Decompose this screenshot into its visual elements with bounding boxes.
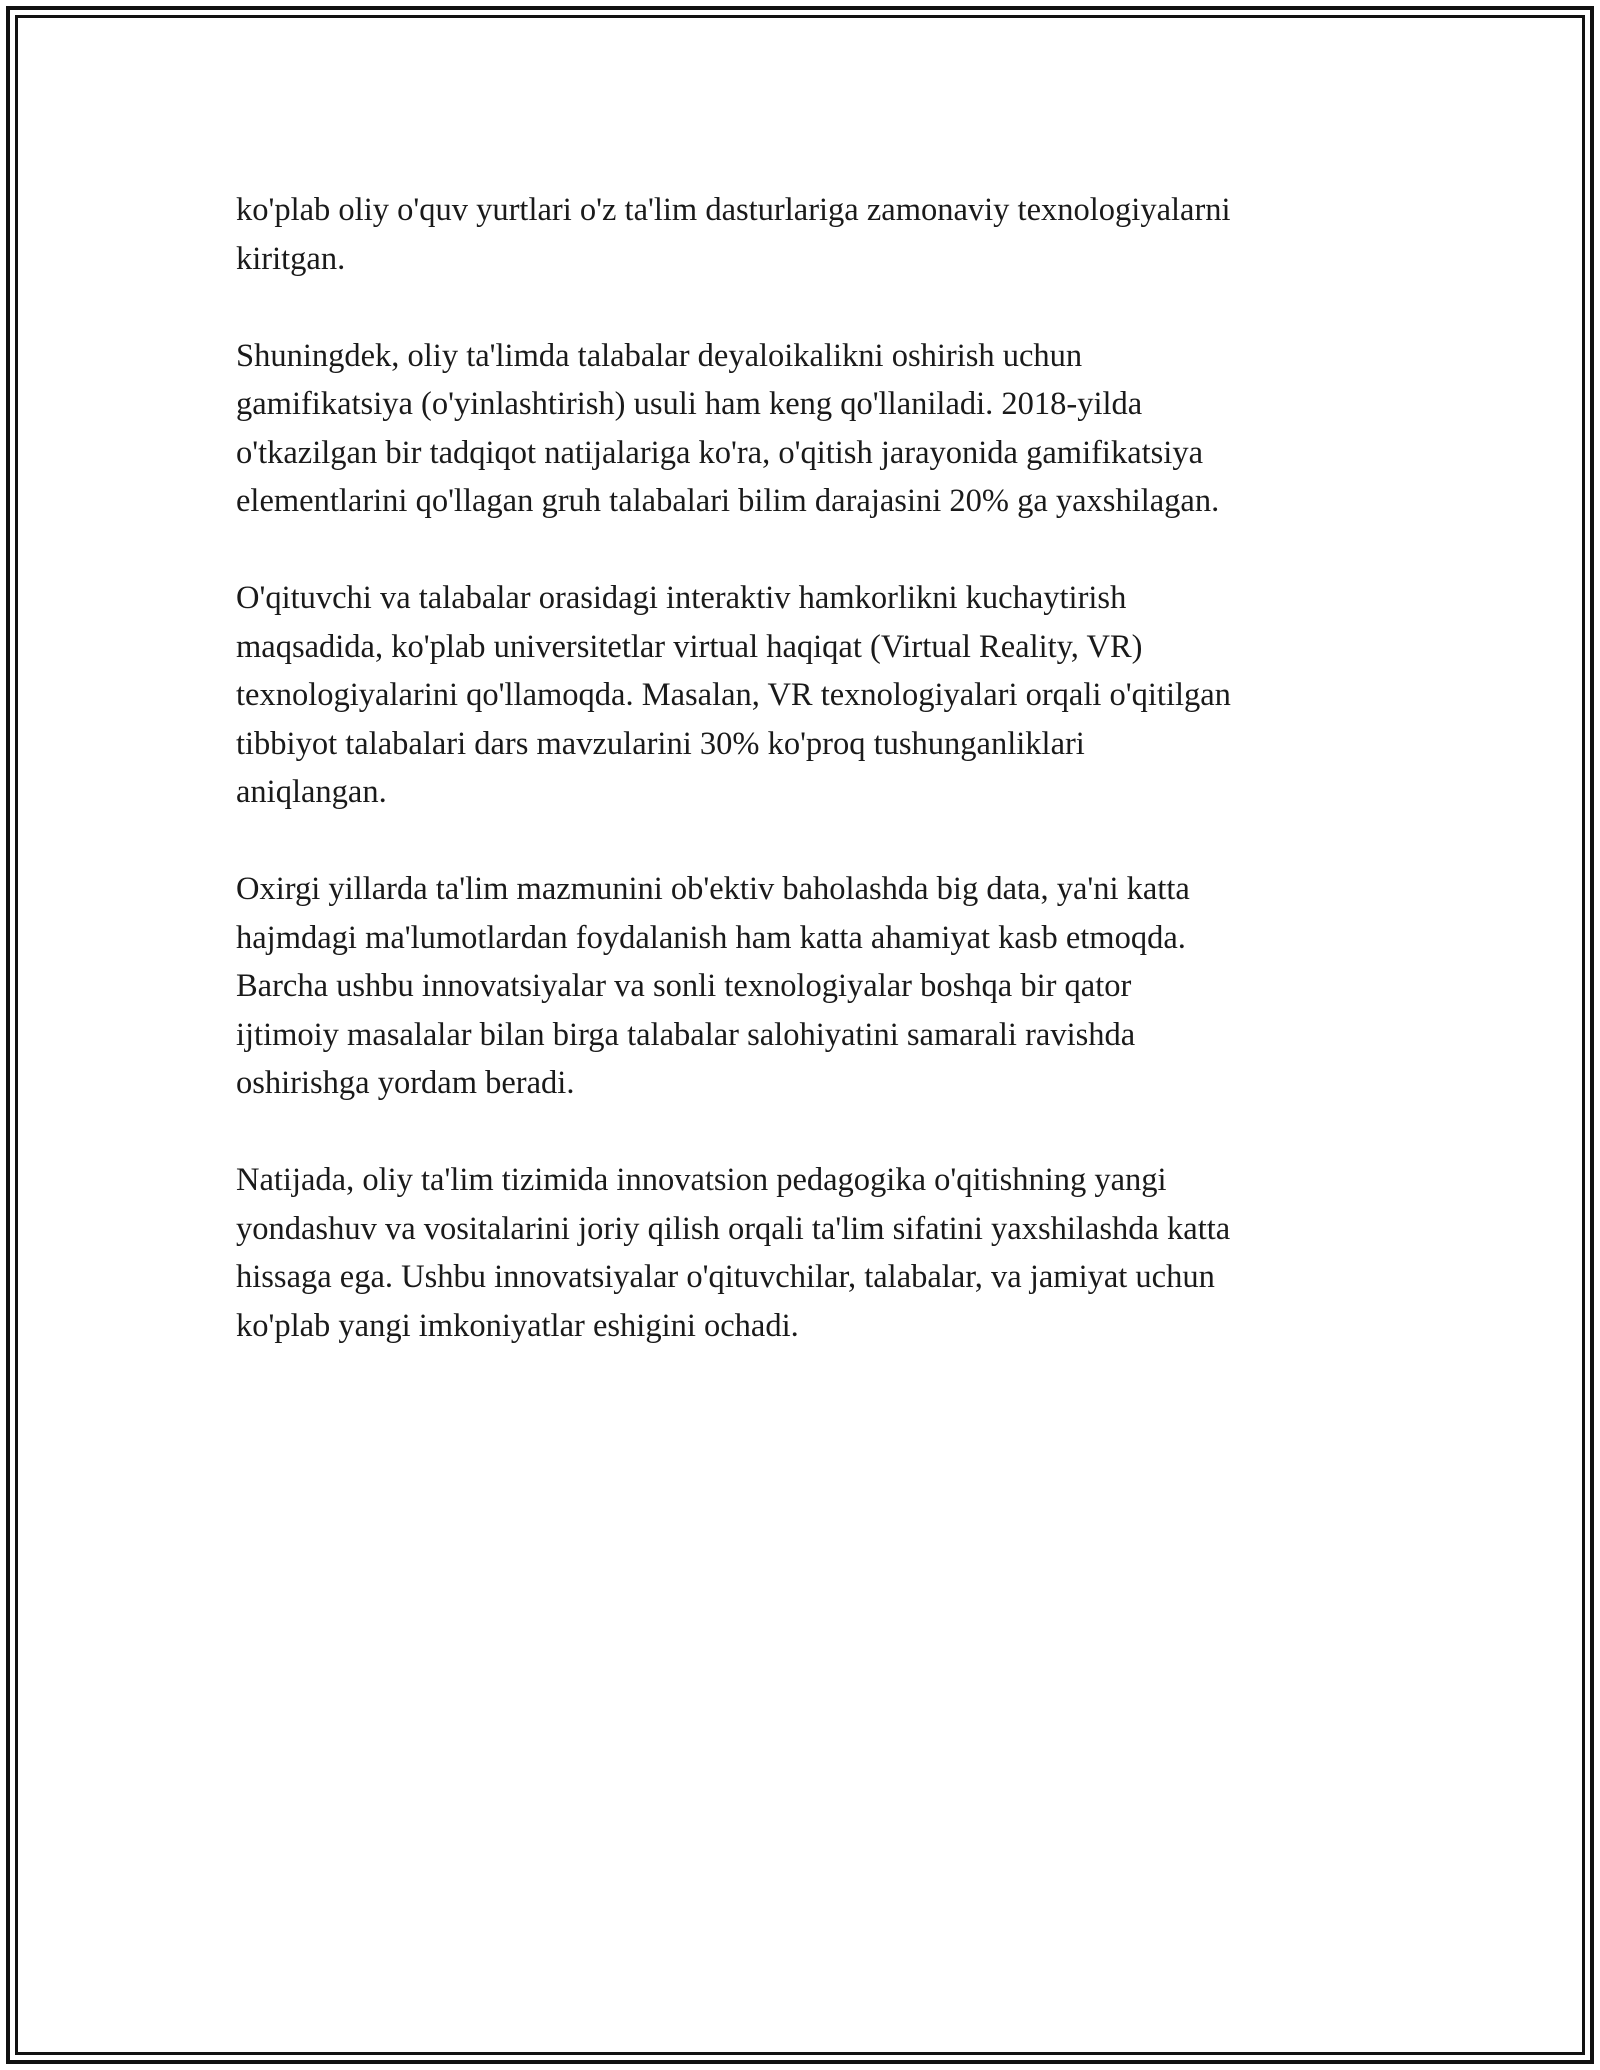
- document-body: [236, 186, 1386, 1350]
- paragraph: O'qituvchi va talabalar orasidagi interaktiv hamkorlikni kuchaytirish maqsadida, ko'plab universitetlar virtual haqiqat (Virtual Reality, VR) texnologiyalarini qo'llamoqda. Masalan, VR texnologiyalari orqali o'qitilgan tibbiyot talabalari dars mavzularini 30% ko'proq tushunganliklari aniqlangan.: [236, 580, 1231, 810]
- paragraph: Shuningdek, oliy ta'limda talabalar deyaloikalikni oshirish uchun gamifikatsiya (o'yinlashtirish) usuli ham keng qo'llaniladi. 2018-yilda o'tkazilgan bir tadqiqot natijalariga ko'ra, o'qitish jarayonida gamifikatsiya elementlarini qo'llagan gruh talabalari bilim darajasini 20% ga yaxshilagan.: [236, 337, 1220, 519]
- paragraph: ko'plab oliy o'quv yurtlari o'z ta'lim dasturlariga zamonaviy texnologiyalarni kiritgan.: [236, 192, 1231, 277]
- paragraph: Oxirgi yillarda ta'lim mazmunini ob'ektiv baholashda big data, ya'ni katta hajmdagi ma'lumotlardan foydalanish ham katta ahamiyat kasb etmoqda. Barcha ushbu innovatsiyalar va sonli texnologiyalar boshqa bir qator ijtimoiy masalalar bilan birga talabalar salohiyatini samarali ravishda oshirishga yordam beradi.: [236, 871, 1190, 1101]
- paragraph: Natijada, oliy ta'lim tizimida innovatsion pedagogika o'qitishning yangi yondashuv va vositalarini joriy qilish orqali ta'lim sifatini yaxshilashda katta hissaga ega. Ushbu innovatsiyalar o'qituvchilar, talabalar, va jamiyat uchun ko'plab yangi imkoniyatlar eshigini ochadi.: [236, 1162, 1231, 1344]
